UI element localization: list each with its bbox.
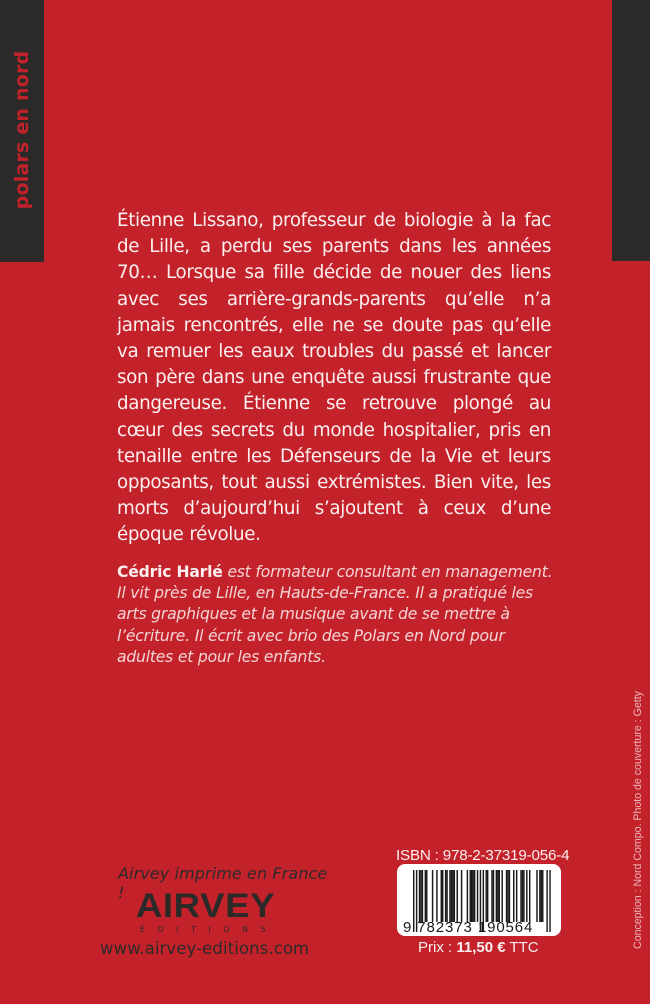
price-suffix: TTC [505,939,539,956]
barcode-bar [546,870,547,932]
barcode-bar [507,870,508,922]
barcode-bar [451,870,452,922]
barcode-bar [487,870,488,922]
price-amount: 11,50 € [456,939,506,956]
barcode-bar [539,870,540,922]
barcode-bar [442,870,443,922]
barcode-bar [471,870,472,922]
barcode-bar [446,870,447,922]
barcode-bar [536,870,537,922]
series-band-right [612,0,650,261]
barcode-bar [441,870,442,922]
barcode-bar [467,870,468,922]
barcode-bar [529,870,530,922]
publisher-logo [130,887,280,934]
barcode-bar [523,870,524,922]
publisher-logo-word: AIRVEY [135,887,275,925]
barcode-bar [501,870,502,922]
barcode-bar [454,870,455,922]
barcode-bar [432,870,433,922]
barcode-bar [491,870,492,922]
barcode-bar [461,870,462,922]
price-prefix: Prix : [418,939,457,956]
barcode-bar [520,870,521,922]
barcode-bar [499,870,500,922]
barcode-bar [516,870,517,922]
barcode-bar [477,870,478,922]
barcode-bar [497,870,498,922]
barcode-bar [449,870,450,922]
barcode-bar [436,870,437,922]
barcode-bar [426,870,427,922]
barcode-bar [496,870,497,922]
price [418,939,539,956]
barcode-bar [420,870,421,922]
barcode-bar [452,870,453,922]
cover-credits: Conception : Nord Compo. Photo de couverture : Getty [632,691,644,949]
barcode-bar [542,870,543,922]
isbn-label: ISBN : 978-2-37319-056-4 [396,847,570,864]
barcode-bar [419,870,420,922]
barcode-bar [506,870,507,922]
barcode-bar [422,870,423,922]
barcode-digits: 9 782373 190564 [403,919,534,936]
barcode-bar [425,870,426,922]
barcode-bar [493,870,494,922]
printed-in-france: Airvey imprime en France ! [118,864,328,902]
series-band-left [0,0,44,262]
barcode-bar [445,870,446,922]
series-label: polars en nord [11,50,33,210]
barcode [397,864,561,936]
author-name: Cédric Harlé [117,563,223,581]
barcode-bar [526,870,527,922]
publisher-logo-sub: ÉDITIONS [139,925,279,934]
barcode-bar [541,870,542,922]
author-bio-text: est formateur consultant en management. Il vit près de Lille, en Hauts-de-France. Il a pratiqué les arts graphiques et la musique avant de se mettre à l’écriture. Il écrit avec brio des Polars en Nord pour adultes et pour les enfants. [117,563,553,666]
barcode-bar [470,870,471,922]
barcode-bar [513,870,514,922]
publisher-website: www.airvey-editions.com [100,939,310,958]
barcode-bar [457,870,458,922]
barcode-bar [549,870,550,932]
barcode-bar [486,870,487,922]
author-bio [117,562,565,668]
synopsis-text: Étienne Lissano, professeur de biologie à la fac de Lille, a perdu ses parents dans les années 70… Lorsque sa fille décide de nouer des liens avec ses arrière-grands-parents qu’elle n’a jamais rencontrés, elle ne se doute pas qu’elle va remuer les eaux troubles du passé et lancer son père dans une enquête aussi frustrante que dangereuse. Étienne se retrouve plongé au cœur des secrets du monde hospitalier, pris en tenaille entre les Défenseurs de la Vie et leurs opposants, tout aussi extrémistes. Bien vite, les morts d’aujourd’hui s’ajoutent à ceux d’une époque révolue. [117,210,551,546]
barcode-bar [472,870,473,922]
barcode-bar [474,870,475,922]
barcode-bar [522,870,523,922]
barcode-bar [509,870,510,922]
